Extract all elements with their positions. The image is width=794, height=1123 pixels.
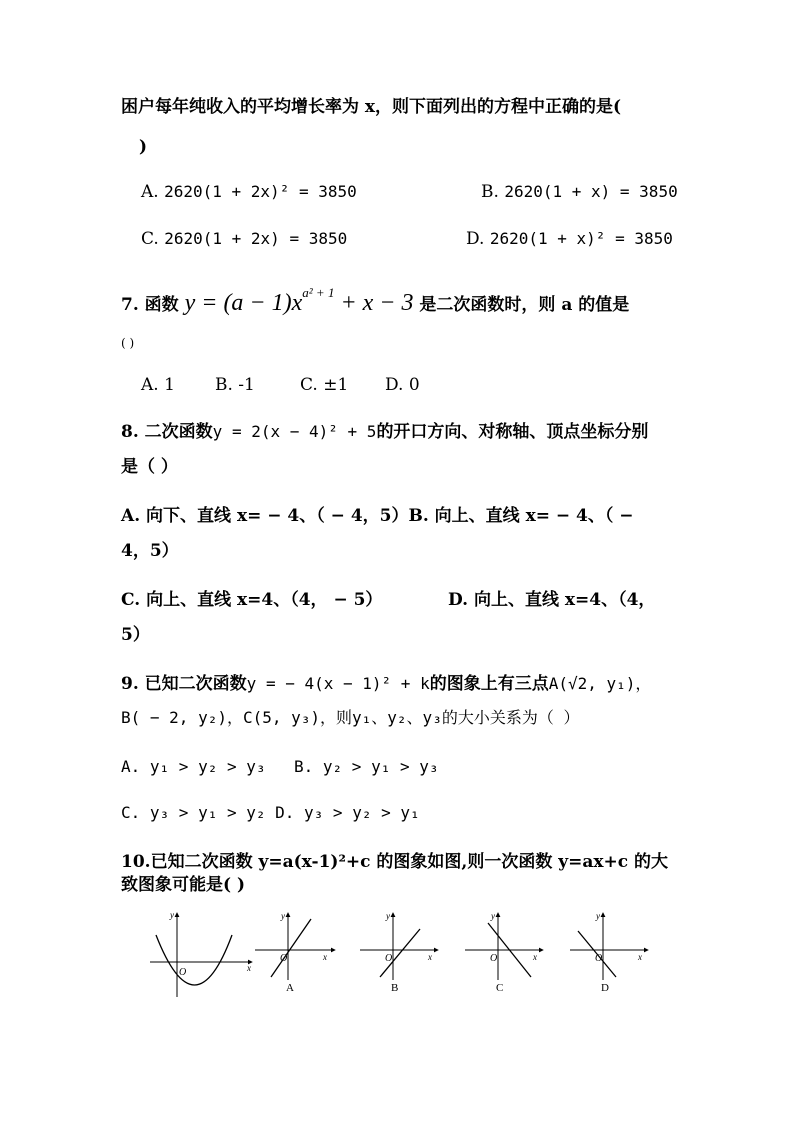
graph-b-origin: O <box>385 953 393 964</box>
q9-options-cd: C. y₃ > y₁ > y₂ D. y₃ > y₂ > y₁ <box>121 803 420 822</box>
q6-stem: 困户每年纯收入的平均增长率为 x，则下面列出的方程中正确的是( <box>121 97 622 117</box>
q10-graphs <box>140 905 660 1005</box>
q8-suffix: 的开口方向、对称轴、顶点坐标分别 <box>376 422 649 442</box>
q6-option-d-letter: D. <box>466 229 485 249</box>
graph-c-x: x <box>533 952 537 962</box>
q9-point-a: A(√2, y₁)， <box>548 674 652 693</box>
q8-option-d: D. 向上、直线 x=4、（4， <box>448 590 656 610</box>
q7-option-a: A. 1 <box>141 375 175 395</box>
graph-b-x: x <box>428 952 432 962</box>
q7-function-exponent: a² + 1 <box>302 285 335 300</box>
q9-formula: y = − 4(x − 1)² + k <box>246 674 430 693</box>
q9-option-a: A. y₁ > y₂ > y₃ <box>121 757 266 776</box>
y-axis-label: y <box>170 910 174 920</box>
graph-b <box>360 911 438 994</box>
q7-option-d: D. 0 <box>385 375 420 395</box>
q7-paren: ( ) <box>121 336 135 350</box>
q6-option-a-text: 2620(1 + 2x)² = 3850 <box>164 182 357 201</box>
q6-option-d-text: 2620(1 + x)² = 3850 <box>489 229 673 248</box>
graph-c-y: y <box>491 911 495 921</box>
q8-options-ab-cont: 4，5） <box>121 541 179 561</box>
graph-a-x: x <box>323 952 327 962</box>
graph-a <box>255 911 335 994</box>
q9-line2-text: B( − 2, y₂)，C(5, y₃)，则y₁、y₂、y₃的大小关系为（ ） <box>121 708 580 727</box>
q7-option-b: B. -1 <box>215 375 255 395</box>
q7-function-base: y = (a − 1)x <box>184 290 303 316</box>
q8-options-ab: A. 向下、直线 x= − 4、（ − 4，5）B. 向上、直线 x= − 4、（ − <box>121 506 634 526</box>
graph-a-line <box>271 919 311 977</box>
graph-d-label: D <box>601 982 609 994</box>
q6-option-a-letter: A. <box>141 182 159 202</box>
q10-line1: 10.已知二次函数 y=a(x-1)²+c 的图象如图,则一次函数 y=ax+c 的大 <box>121 852 669 872</box>
q6-option-c-text: 2620(1 + 2x) = 3850 <box>164 229 348 248</box>
x-axis-label: x <box>247 963 251 973</box>
q6-option-c <box>141 228 347 250</box>
graph-c <box>465 911 543 994</box>
q6-option-b <box>481 181 678 203</box>
q8-line2: 是（ ） <box>121 457 178 477</box>
q6-option-b-letter: B. <box>481 182 499 202</box>
q6-paren-close: ) <box>139 137 148 157</box>
origin-label: O <box>179 967 187 978</box>
q9-option-b: B. y₂ > y₁ > y₃ <box>294 757 439 776</box>
q9-mid: 的图象上有三点 <box>429 674 549 694</box>
q8-formula: y = 2(x − 4)² + 5 <box>212 422 377 441</box>
q6-option-c-letter: C. <box>141 229 159 249</box>
graph-c-label: C <box>496 982 504 994</box>
q8-option-c: C. 向上、直线 x=4、（4， − 5） <box>121 590 383 610</box>
q10-line2: 致图象可能是( ) <box>121 875 246 895</box>
graph-d-y: y <box>596 911 600 921</box>
q6-option-a <box>141 181 357 203</box>
graph-c-origin: O <box>490 953 498 964</box>
graph-b-y: y <box>386 911 390 921</box>
graph-b-label: B <box>391 982 399 994</box>
graph-a-y: y <box>281 911 285 921</box>
q9-stem <box>121 673 651 695</box>
q7-suffix: 是二次函数时，则 a 的值是 <box>419 295 630 315</box>
q9-line2 <box>121 707 579 729</box>
q8-option-d-cont: 5） <box>121 625 150 645</box>
graph-a-origin: O <box>280 953 288 964</box>
q7-stem <box>121 283 629 319</box>
graph-d-origin: O <box>595 953 603 964</box>
q6-option-d <box>466 228 673 250</box>
q7-function-tail: + x − 3 <box>334 290 414 316</box>
q9-prefix: 9. 已知二次函数 <box>121 674 247 694</box>
parabola-graph <box>150 910 252 997</box>
graph-a-label: A <box>286 982 294 994</box>
graph-d-x: x <box>638 952 642 962</box>
graph-d <box>570 911 648 994</box>
q7-prefix: 7. 函数 <box>121 295 179 315</box>
q8-prefix: 8. 二次函数 <box>121 422 213 442</box>
q6-option-b-text: 2620(1 + x) = 3850 <box>504 182 678 201</box>
q7-option-c: C. ±1 <box>300 375 349 395</box>
q7-function <box>184 285 414 316</box>
parabola-curve <box>156 935 232 985</box>
q8-stem <box>121 421 648 443</box>
